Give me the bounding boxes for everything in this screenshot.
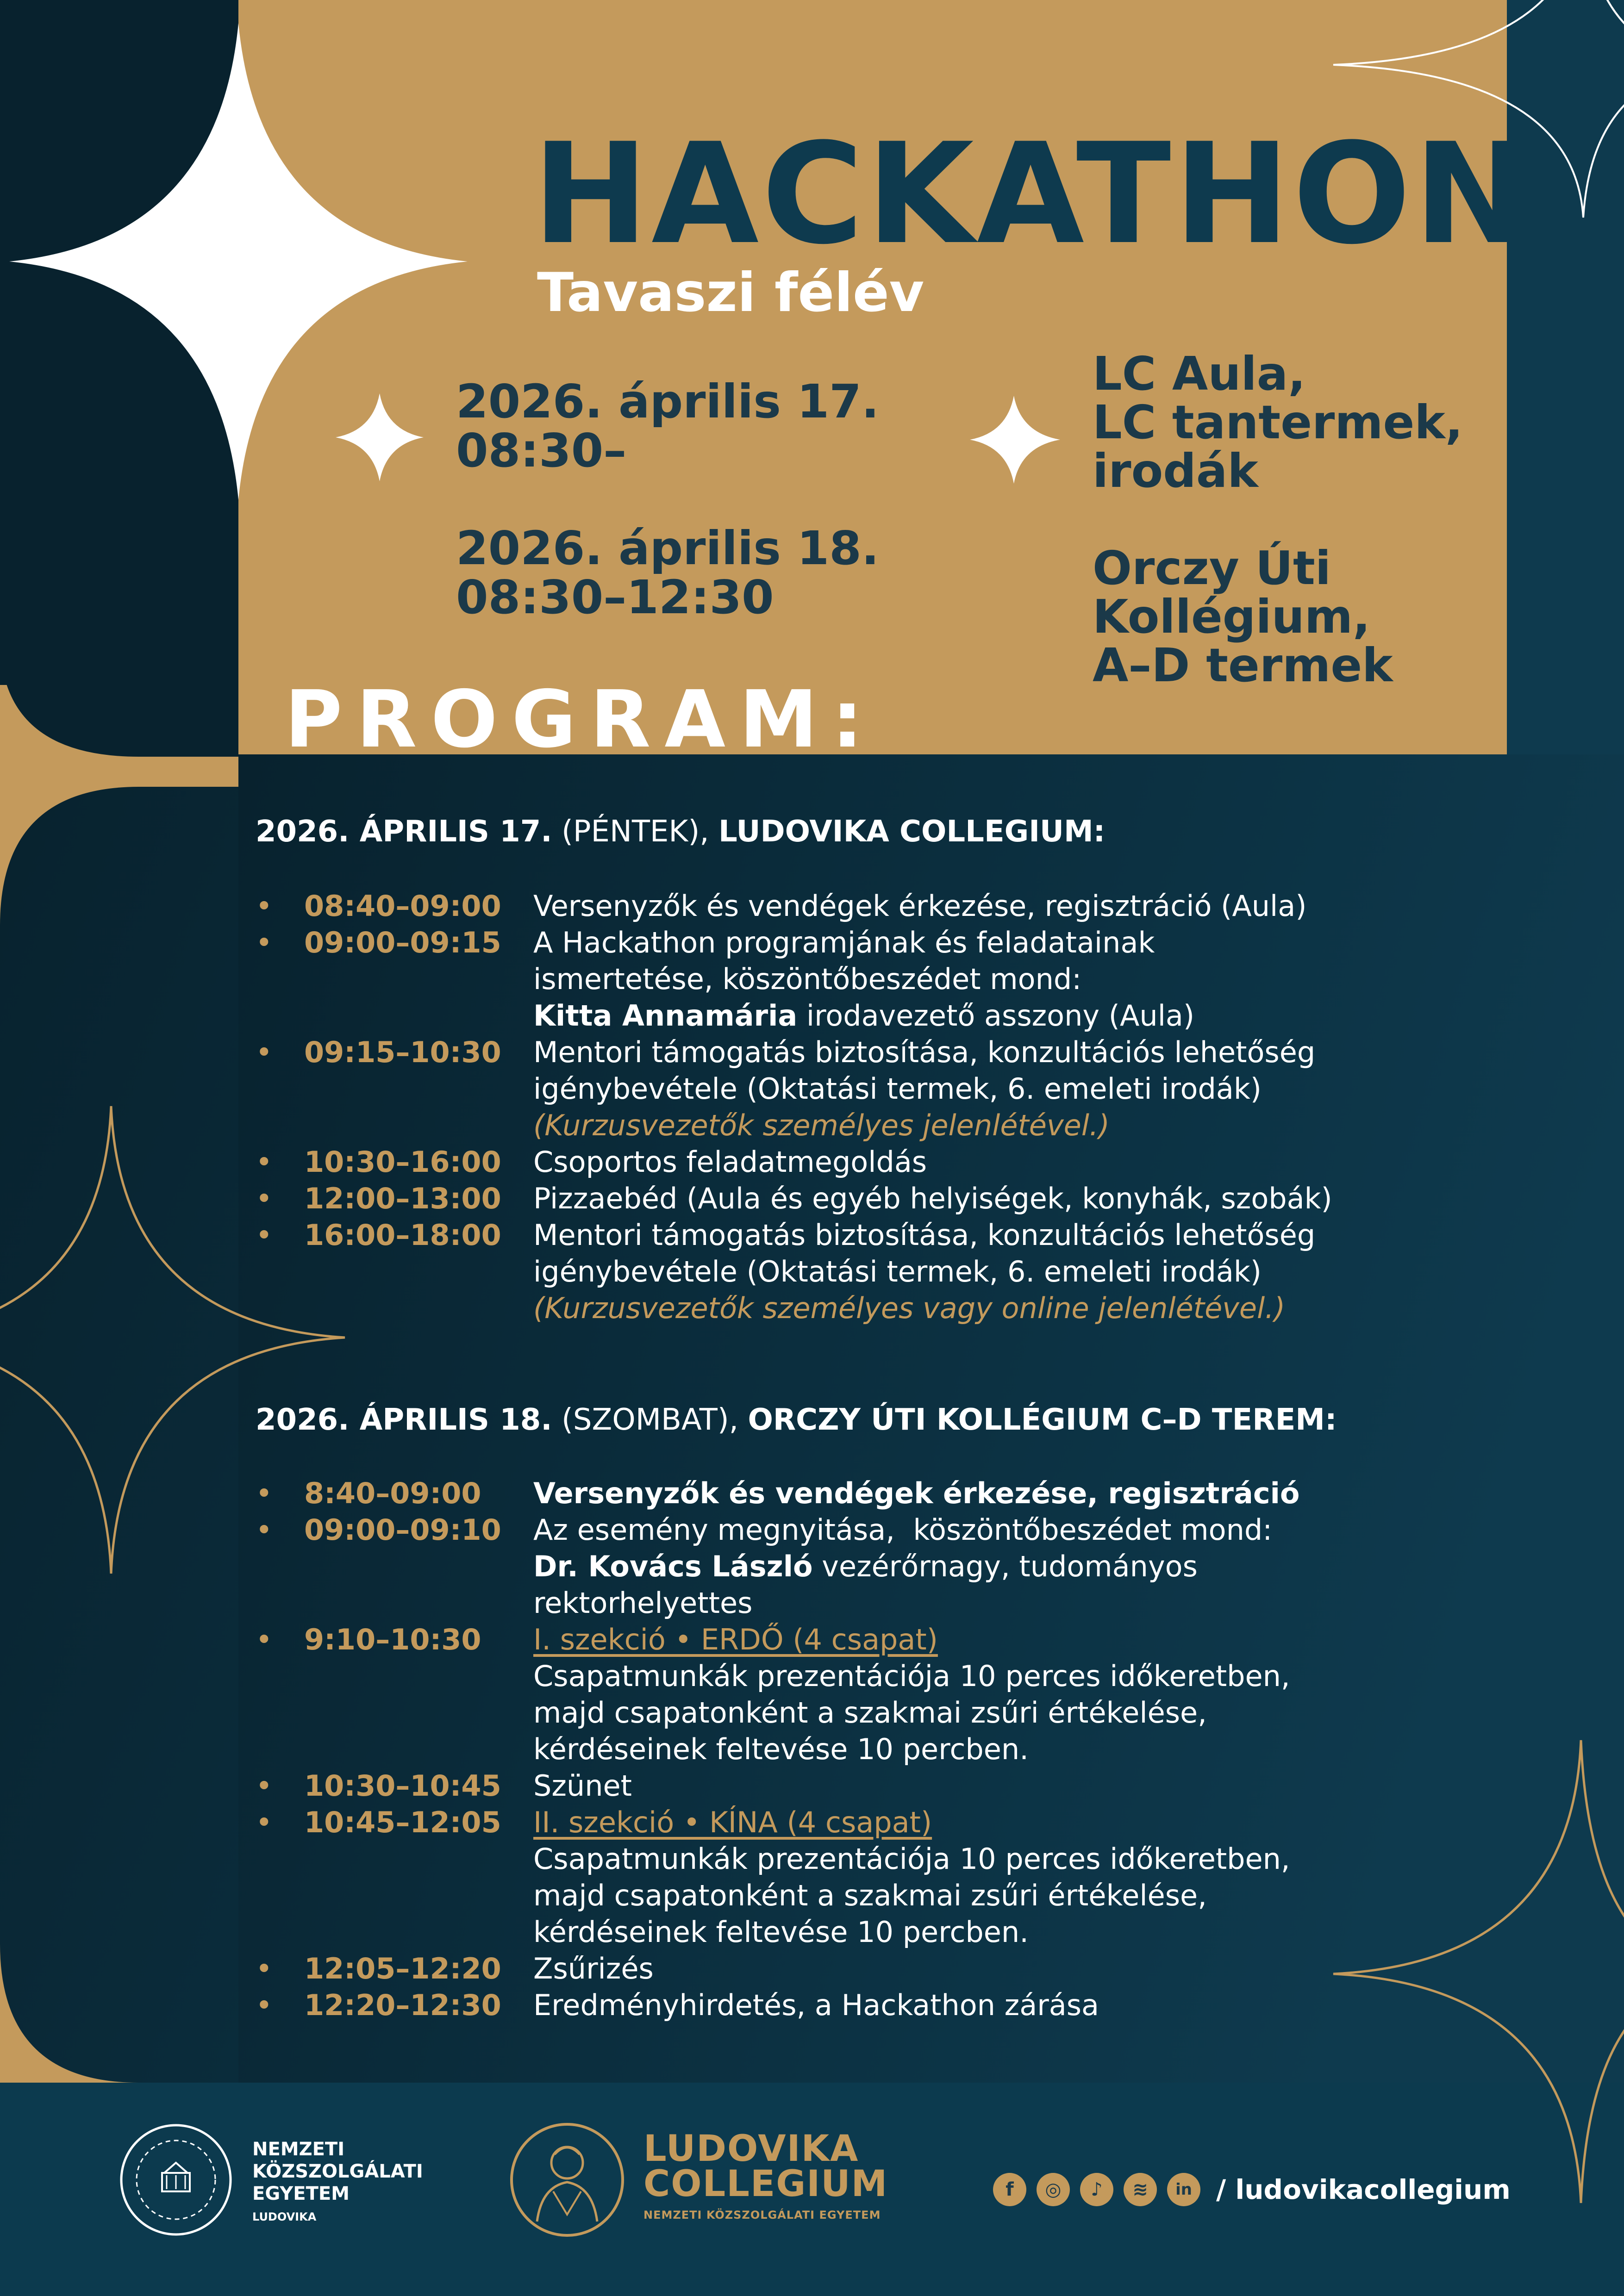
schedule-row [256,888,1436,924]
time-slot: 09:00–09:15 [304,926,501,959]
bullet: • [256,889,273,923]
time-slot: 16:00–18:00 [304,1218,501,1252]
row-description [533,1217,1436,1326]
schedule-row [256,1475,1436,1512]
desc-line: Szünet [533,1769,632,1803]
linkedin-icon[interactable]: in [1167,2173,1200,2206]
time-slot: 08:40–09:00 [304,889,501,923]
desc-line: Mentori támogatás biztosítása, konzultációs lehetőség [533,1218,1316,1252]
row-description [533,1144,1436,1180]
row-description [533,1180,1436,1217]
row-description [533,1767,1436,1804]
desc-line: Pizzaebéd (Aula és egyéb helyiségek, konyhák, szobák) [533,1182,1332,1215]
desc-line [533,1548,1436,1585]
section-title: I. szekció • ERDŐ (4 csapat) [533,1623,938,1656]
venue1-line1: LC Aula, [1093,347,1306,401]
speaker-title: irodavezető asszony (Aula) [806,999,1195,1033]
row-description [533,1621,1436,1767]
desc-line: Versenyzők és vendégek érkezése, regisztráció (Aula) [533,889,1307,923]
time-slot: 10:45–12:05 [304,1805,501,1839]
desc-line: majd csapatonként a szakmai zsűri értékelése, [533,1696,1207,1730]
ludovika-bust-logo-icon [509,2122,625,2238]
venue2-line2: Kollégium, [1093,590,1371,644]
desc-line: majd csapatonként a szakmai zsűri értékelése, [533,1879,1207,1912]
bullet: • [256,1952,273,1985]
event-venues [1093,349,1463,690]
desc-line: Eredményhirdetés, a Hackathon zárása [533,1988,1099,2022]
desc-line: Az esemény megnyitása, köszöntőbeszédet mond: [533,1513,1273,1547]
social-links [993,2173,1511,2206]
nke-small: LUDOVIKA [252,2210,317,2223]
bullet: • [256,1476,273,1510]
row-description [533,1512,1436,1621]
schedule-row [256,1034,1436,1144]
nke-line2: KÖZSZOLGÁLATI [252,2161,423,2182]
day1-place: LUDOVIKA COLLEGIUM: [718,815,1106,849]
day1-heading [256,815,1106,849]
program-heading-text: PROGRAM: [285,680,877,759]
date-gap [456,475,879,524]
desc-line: Mentori támogatás biztosítása, konzultációs lehetőség [533,1035,1316,1069]
schedule-row [256,1512,1436,1621]
desc-note: (Kurzusvezetők személyes vagy online jelenlétével.) [533,1291,1286,1325]
schedule-row [256,1804,1436,1950]
section-title: II. szekció • KÍNA (4 csapat) [533,1805,932,1839]
day2-schedule [256,1475,1436,2023]
social-handle[interactable]: / ludovikacollegium [1216,2174,1511,2205]
desc-line: Csapatmunkák prezentációja 10 perces időkeretben, [533,1659,1290,1693]
row-description [533,1034,1436,1144]
desc-line: rektorhelyettes [533,1586,753,1620]
speaker-title: vezérőrnagy, tudományos [822,1549,1198,1583]
ludovika-collegium-name [643,2128,888,2221]
day2-place: ORCZY ÚTI KOLLÉGIUM C–D TEREM: [748,1403,1337,1437]
time-slot: 09:15–10:30 [304,1035,501,1069]
day2-heading [256,1405,1337,1435]
row-description [533,1475,1436,1512]
bullet: • [256,1769,273,1803]
venue2-line3: A–D termek [1093,638,1393,692]
row-description [533,888,1436,924]
schedule-row [256,924,1436,1034]
date2-day: 2026. április 18. [456,521,879,575]
desc-line: Csoportos feladatmegoldás [533,1145,927,1179]
bullet: • [256,1182,273,1215]
venue2-line1: Orczy Úti [1093,541,1331,595]
tiktok-icon[interactable]: ♪ [1080,2173,1113,2206]
schedule-row [256,1950,1436,1987]
venue1-line3: irodák [1093,444,1258,498]
row-description [533,1987,1436,2023]
bullet: • [256,1805,273,1839]
nke-line3: EGYETEM [252,2183,350,2204]
desc-line: Versenyzők és vendégek érkezése, regisztráció [533,1476,1300,1510]
time-slot: 10:30–10:45 [304,1769,501,1803]
desc-line: kérdéseinek feltevése 10 percben. [533,1732,1029,1766]
schedule-row [256,1144,1436,1180]
schedule-row [256,1180,1436,1217]
bullet: • [256,1145,273,1179]
bullet: • [256,1218,273,1252]
nke-line1: NEMZETI [252,2139,345,2160]
time-slot: 12:05–12:20 [304,1952,501,1985]
bullet: • [256,1513,273,1547]
venue1-line2: LC tantermek, [1093,395,1463,449]
time-slot: 10:30–16:00 [304,1145,501,1179]
date2-time: 08:30–12:30 [456,570,774,624]
event-subtitle: Tavaszi félév [537,261,924,324]
desc-line: igénybevétele (Oktatási termek, 6. emeleti irodák) [533,1072,1262,1106]
speaker-name: Kitta Annamária [533,999,798,1033]
desc-note: (Kurzusvezetők személyes jelenlétével.) [533,1108,1110,1142]
event-title: HACKATHON [532,113,1533,275]
lc-line1: LUDOVIKA [643,2128,859,2170]
time-slot: 8:40–09:00 [304,1476,481,1510]
venue-gap [1093,495,1463,544]
desc-line: ismertetése, köszöntőbeszédet mond: [533,962,1082,996]
lc-subline: NEMZETI KÖZSZOLGÁLATI EGYETEM [643,2208,881,2221]
day1-date: 2026. ÁPRILIS 17. [256,815,552,849]
bullet: • [256,1988,273,2022]
time-slot: 12:20–12:30 [304,1988,501,2022]
program-heading [285,680,877,759]
schedule-row [256,1217,1436,1326]
date1-time: 08:30– [456,423,627,478]
lc-line2: COLLEGIUM [643,2163,888,2205]
row-description [533,924,1436,1034]
speaker-name: Dr. Kovács László [533,1549,813,1583]
time-slot: 12:00–13:00 [304,1182,501,1215]
row-description [533,1950,1436,1987]
bullet: • [256,926,273,959]
date1-day: 2026. április 17. [456,374,879,429]
schedule-row [256,1767,1436,1804]
row-description [533,1804,1436,1950]
day1-schedule [256,888,1436,1326]
bullet: • [256,1035,273,1069]
day1-weekday: (PÉNTEK), [561,815,709,849]
schedule-row [256,1987,1436,2023]
facebook-icon[interactable]: f [993,2173,1026,2206]
desc-line: A Hackathon programjának és feladatainak [533,926,1155,959]
bullet: • [256,1623,273,1656]
desc-line: igénybevétele (Oktatási termek, 6. emeleti irodák) [533,1255,1262,1288]
instagram-icon[interactable]: ◎ [1037,2173,1070,2206]
schedule-row [256,1621,1436,1767]
desc-line [533,997,1436,1034]
day2-weekday: (SZOMBAT), [561,1403,739,1437]
nke-logo-icon [118,2122,234,2238]
desc-line: kérdéseinek feltevése 10 percben. [533,1915,1029,1949]
nke-name [252,2138,423,2223]
time-slot: 09:00–09:10 [304,1513,501,1547]
spotify-icon[interactable]: ≋ [1124,2173,1157,2206]
desc-line: Csapatmunkák prezentációja 10 perces időkeretben, [533,1842,1290,1876]
day2-date: 2026. ÁPRILIS 18. [256,1403,552,1437]
event-dates [456,374,879,624]
time-slot: 9:10–10:30 [304,1623,481,1656]
desc-line: Zsűrizés [533,1952,654,1985]
